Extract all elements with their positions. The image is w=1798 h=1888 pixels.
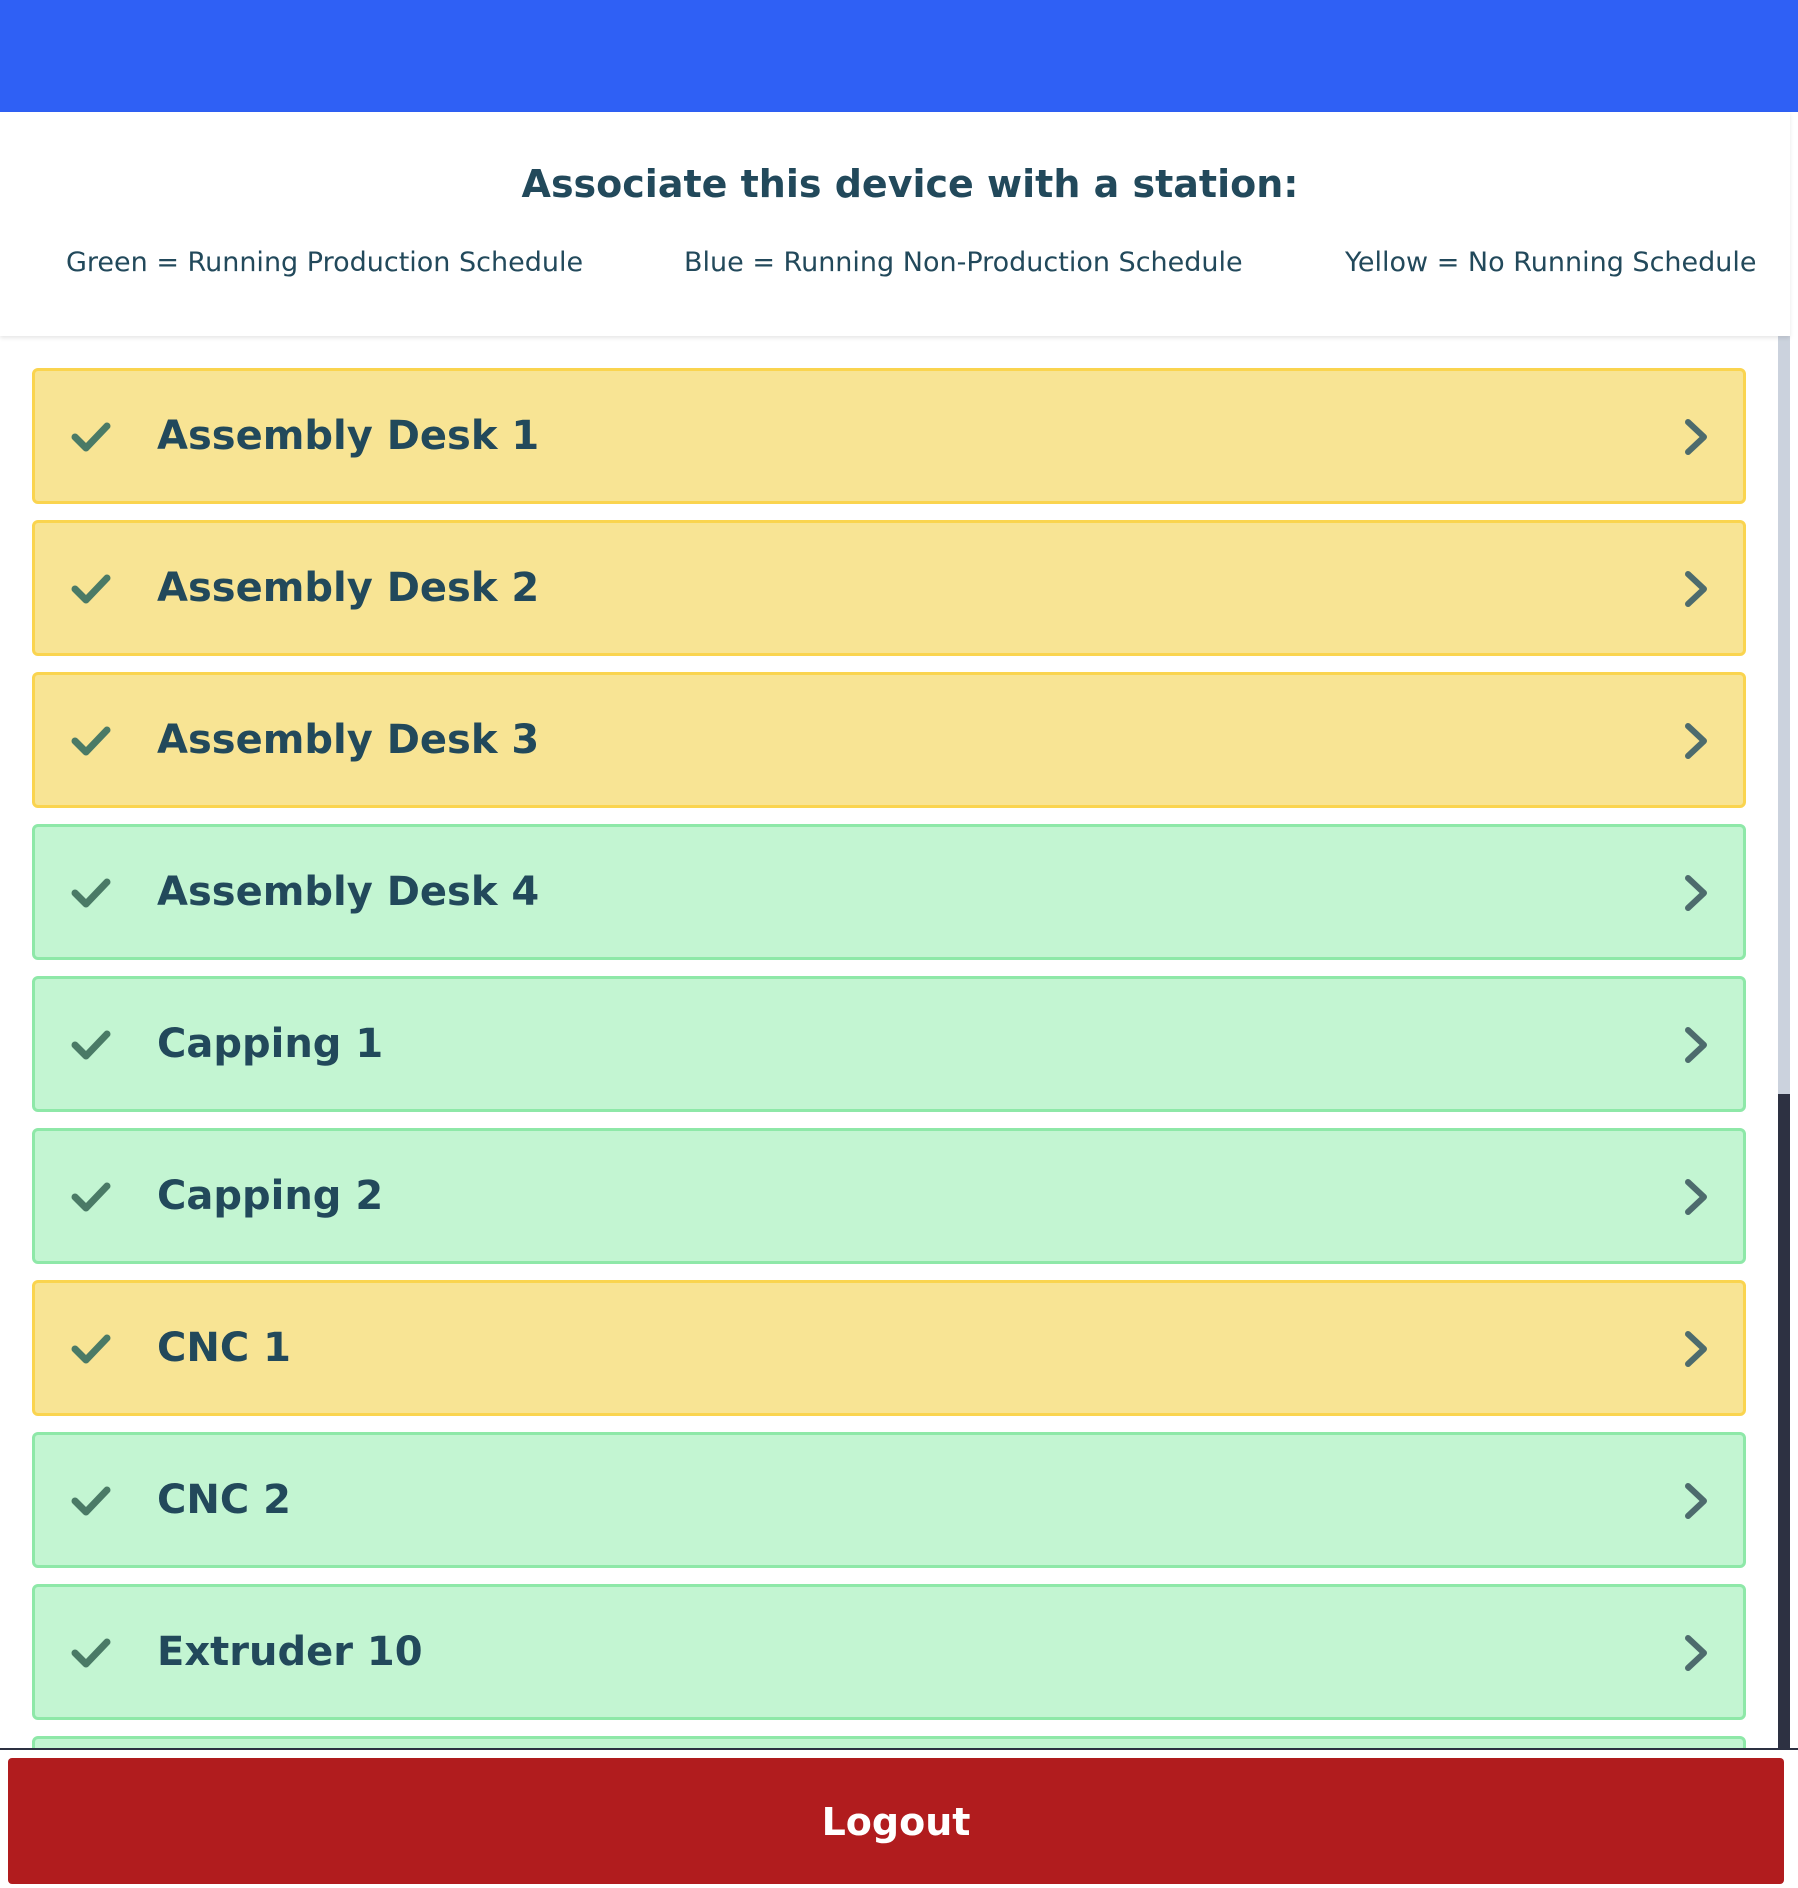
scrollbar-thumb[interactable] <box>1778 1094 1790 1748</box>
station-item[interactable] <box>32 520 1746 656</box>
station-list <box>32 368 1746 1748</box>
station-item[interactable] <box>32 1280 1746 1416</box>
check-icon <box>71 1330 111 1366</box>
page-title: Associate this device with a station: <box>521 162 1299 206</box>
station-item[interactable] <box>32 1584 1746 1720</box>
station-item[interactable] <box>32 1736 1746 1748</box>
station-item[interactable] <box>32 976 1746 1112</box>
footer-divider <box>0 1748 1798 1750</box>
station-label: Assembly Desk 4 <box>157 869 540 915</box>
station-label: Extruder 10 <box>157 1629 423 1675</box>
station-item[interactable] <box>32 368 1746 504</box>
legend-blue: Blue = Running Non-Production Schedule <box>684 247 1243 278</box>
chevron-right-icon <box>1681 1633 1711 1673</box>
chevron-right-icon <box>1681 1177 1711 1217</box>
station-label: Assembly Desk 2 <box>157 565 540 611</box>
station-item[interactable] <box>32 824 1746 960</box>
station-label: CNC 2 <box>157 1477 291 1523</box>
scrollbar[interactable] <box>1778 336 1790 1748</box>
check-icon <box>71 722 111 758</box>
check-icon <box>71 570 111 606</box>
check-icon <box>71 1178 111 1214</box>
chevron-right-icon <box>1681 1481 1711 1521</box>
station-label: Assembly Desk 1 <box>157 413 540 459</box>
check-icon <box>71 1634 111 1670</box>
check-icon <box>71 418 111 454</box>
legend-green: Green = Running Production Schedule <box>66 247 584 278</box>
check-icon <box>71 1026 111 1062</box>
station-label: CNC 1 <box>157 1325 291 1371</box>
station-item[interactable] <box>32 1432 1746 1568</box>
station-item[interactable] <box>32 672 1746 808</box>
chevron-right-icon <box>1681 873 1711 913</box>
station-item[interactable] <box>32 1128 1746 1264</box>
chevron-right-icon <box>1681 721 1711 761</box>
chevron-right-icon <box>1681 1025 1711 1065</box>
station-label: Assembly Desk 3 <box>157 717 540 763</box>
chevron-right-icon <box>1681 569 1711 609</box>
chevron-right-icon <box>1681 417 1711 457</box>
station-label: Capping 2 <box>157 1173 384 1219</box>
check-icon <box>71 874 111 910</box>
station-label: Capping 1 <box>157 1021 384 1067</box>
header-panel <box>0 112 1790 336</box>
check-icon <box>71 1482 111 1518</box>
chevron-right-icon <box>1681 1329 1711 1369</box>
legend-yellow: Yellow = No Running Schedule <box>1345 247 1757 278</box>
top-bar <box>0 0 1798 112</box>
logout-button[interactable]: Logout <box>8 1758 1784 1884</box>
station-list-scroll[interactable] <box>0 336 1778 1748</box>
